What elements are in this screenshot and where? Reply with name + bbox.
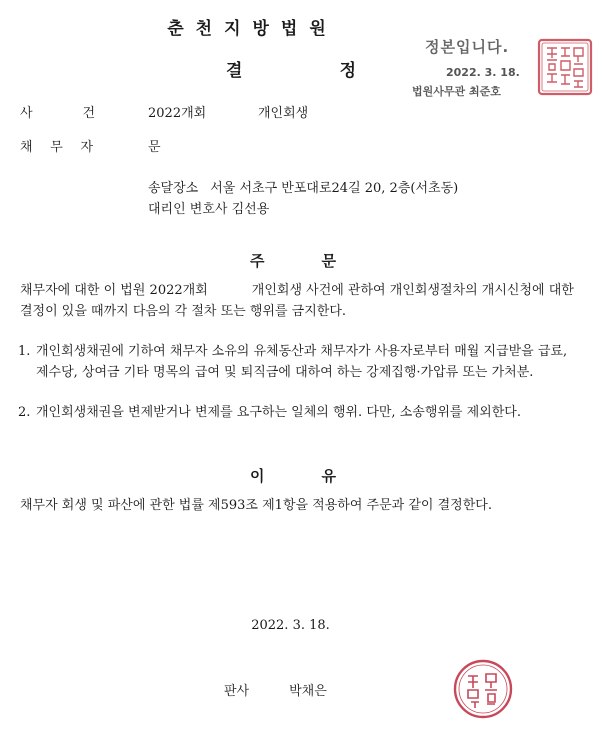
legal-agent: 대리인 변호사 김선용 (148, 202, 270, 217)
case-name: 개인회생 (258, 106, 309, 121)
debtor-name: 문 (148, 140, 161, 155)
case-label (20, 102, 95, 121)
order-paragraph-part: 채무자에 대한 이 법원 2022개회 (20, 283, 208, 298)
order-item-number: 1. (18, 344, 31, 359)
service-address-value: 서울 서초구 반포대로24길 20, 2층(서초동) (210, 181, 459, 196)
debtor-label-char: 자 (80, 140, 93, 155)
certified-copy-label: 정본입니다. (425, 38, 510, 56)
judge-seal-icon (452, 658, 514, 720)
debtor-label-char: 무 (50, 140, 63, 155)
order-item (18, 341, 578, 383)
judge-signature (224, 680, 327, 699)
order-paragraph (20, 280, 590, 322)
order-paragraph-part: 개인회생 사건에 관하여 개인회생절차의 개시신청에 대한 결정이 있을 때까지 다음의 각 절차 또는 행위를 금지한다. (20, 283, 574, 319)
service-address (148, 177, 458, 196)
order-item-text: 개인회생채권에 기하여 채무자 소유의 유체동산과 채무자가 사용자로부터 매월 지급받을 급료, 제수당, 상여금 기타 명목의 급여 및 퇴직금에 대하여 하는 강제집행·가압류 또는 가처분. (36, 344, 568, 380)
reason-heading (250, 465, 336, 486)
reason-heading-char: 이 (250, 467, 265, 485)
case-number: 2022개회 (148, 106, 207, 121)
decision-date: 2022. 3. 18. (251, 618, 330, 633)
certification-date: 2022. 3. 18. (446, 66, 520, 79)
document-title-char: 결 (226, 61, 243, 81)
order-heading-char: 주 (250, 252, 265, 270)
document-title-char: 정 (339, 61, 356, 81)
order-item-text: 개인회생채권을 변제받거나 변제를 요구하는 일체의 행위. 다만, 소송행위를 제외한다. (36, 405, 521, 420)
reason-heading-char: 유 (321, 467, 336, 485)
case-label-char: 건 (82, 106, 95, 121)
order-item (18, 402, 578, 423)
debtor-label (20, 136, 93, 155)
service-address-label: 송달장소 (148, 181, 199, 196)
order-heading-char: 문 (321, 252, 336, 270)
judge-name: 박채은 (289, 684, 327, 699)
order-heading (250, 250, 336, 271)
court-name: 춘천지방법원 (167, 19, 338, 39)
order-item-number: 2. (18, 405, 31, 420)
debtor-label-char: 채 (20, 140, 33, 155)
court-officer: 법원사무관 최준호 (412, 85, 501, 98)
reason-paragraph: 채무자 회생 및 파산에 관한 법률 제593조 제1항을 적용하여 주문과 같이 결정한다. (20, 498, 492, 513)
court-officer-seal-icon (537, 38, 593, 96)
case-label-char: 사 (20, 106, 33, 121)
judge-title: 판사 (224, 684, 250, 699)
document-title (226, 56, 356, 81)
